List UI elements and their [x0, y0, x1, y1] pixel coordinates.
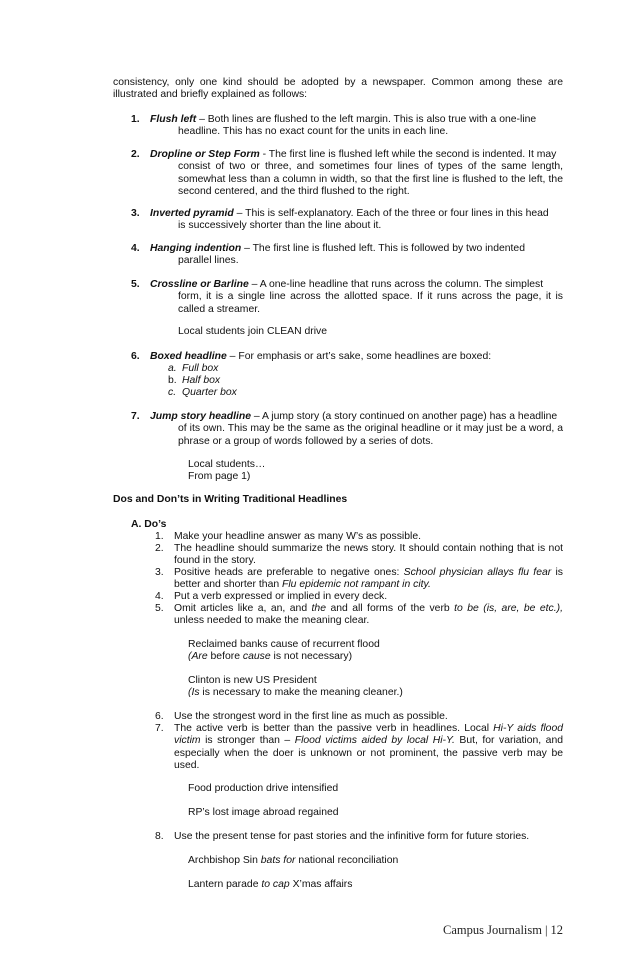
headline-type-2 — [131, 149, 563, 199]
emphasis: to be (is, are, be etc.), — [454, 603, 563, 614]
text-run: Positive heads are preferable to negative ones: — [174, 567, 404, 578]
example-headline: Hi-Y aids flood victim — [174, 723, 563, 747]
emphasis: cause — [242, 651, 271, 662]
item-continuation: is successively shorter than the line about it. — [178, 220, 382, 232]
item-text: – This is self-explanatory. Each of the three or four lines in this head — [233, 208, 549, 219]
example-rp: RP’s lost image abroad regained — [188, 807, 339, 818]
item-text — [174, 603, 563, 628]
jump-example-line-2: From page 1) — [188, 471, 251, 482]
dos-item-5 — [155, 603, 563, 628]
text-run: national reconciliation — [295, 855, 399, 866]
example-lantern — [188, 879, 352, 891]
term-flush-left: Flush left — [150, 114, 197, 125]
item-number: 5. — [131, 279, 140, 290]
item-text: – Both lines are flushed to the left margin. This is also true with a one-line — [196, 114, 537, 125]
item-number: 1. — [155, 531, 164, 542]
text-run: X’mas affairs — [289, 879, 353, 890]
headline-type-5 — [131, 279, 563, 316]
footer-title: Campus Journalism — [443, 923, 542, 937]
text-run: Lantern parade — [188, 879, 262, 890]
dos-item-6 — [155, 711, 563, 723]
dos-item-3 — [155, 567, 563, 592]
item-number: 4. — [131, 243, 140, 254]
dos-item-1 — [155, 531, 563, 543]
term-hanging-indention: Hanging indention — [150, 243, 242, 254]
example-food: Food production drive intensified — [188, 783, 339, 794]
item-text: - The first line is flushed left while the second is indented. It may — [259, 149, 557, 160]
dos-item-4 — [155, 591, 563, 603]
sub-label: Full box — [182, 363, 219, 374]
crossline-example: Local students join CLEAN drive — [178, 326, 328, 337]
footer-separator: | — [544, 923, 548, 937]
boxed-type-a — [168, 363, 218, 375]
term-crossline: Crossline or Barline — [150, 279, 249, 290]
item-text: Put a verb expressed or implied in every deck. — [174, 591, 388, 602]
item-text: Make your headline answer as many W’s as possible. — [174, 531, 421, 542]
example-clinton: Clinton is new US President — [188, 675, 317, 686]
text-run: The active verb is better than the passive verb in headlines. Local — [174, 723, 494, 734]
sub-label: Quarter box — [182, 387, 237, 398]
text-run: before — [207, 651, 243, 662]
item-number: 3. — [155, 567, 164, 578]
example-archbishop — [188, 855, 398, 867]
term-inverted-pyramid: Inverted pyramid — [150, 208, 234, 219]
item-number: 2. — [155, 543, 164, 554]
item-text: Use the present tense for past stories and the infinitive form for future stories. — [174, 831, 530, 842]
item-text — [174, 723, 563, 773]
sub-label: Half box — [182, 375, 221, 386]
page-number: 12 — [550, 923, 563, 937]
dos-item-8 — [155, 831, 563, 843]
intro-paragraph: consistency, only one kind should be adopted by a newspaper. Common among these are illustrated and briefly explained as follows: — [113, 77, 563, 101]
emphasis: (Is — [188, 687, 200, 698]
term-jump-story: Jump story headline — [150, 411, 252, 422]
item-number: 4. — [155, 591, 164, 602]
term-dropline: Dropline or Step Form — [150, 149, 260, 160]
page-footer — [443, 924, 563, 936]
text-run: But, for variation, and especially when the doer is unknown or not prominent, the passive verb may be used. — [174, 735, 564, 772]
example-headline: School physician allays flu fear — [403, 567, 552, 578]
emphasis: bats for — [260, 855, 296, 866]
item-text: – A jump story (a story continued on another page) has a headline — [251, 411, 558, 422]
headline-type-6 — [131, 351, 563, 363]
item-continuation: parallel lines. — [178, 255, 239, 267]
text-run: Archbishop Sin — [188, 855, 261, 866]
text-run: is necessary to make the meaning cleaner.) — [199, 687, 403, 698]
headline-type-1 — [131, 114, 563, 139]
item-text: – A one-line headline that runs across the column. The simplest — [248, 279, 544, 290]
emphasis: the — [311, 603, 326, 614]
item-continuation: consist of two or three, and sometimes four lines of types of the same length, somewhat less than a column in width, so that the first line is flushed to the left, the second centered, and the third flushed to the right. — [178, 161, 563, 198]
sub-letter: b. — [168, 375, 177, 386]
item-text: – The first line is flushed left. This is followed by two indented — [241, 243, 525, 254]
sub-letter: a. — [168, 363, 177, 374]
sub-letter: c. — [168, 387, 177, 398]
dos-item-7 — [155, 723, 563, 773]
term-boxed-headline: Boxed headline — [150, 351, 227, 362]
example-reclaimed: Reclaimed banks cause of recurrent flood — [188, 639, 380, 650]
item-number: 2. — [131, 149, 140, 160]
item-number: 3. — [131, 208, 140, 219]
example-is-note — [188, 687, 403, 699]
item-number: 5. — [155, 603, 164, 614]
section-title: Dos and Don’ts in Writing Traditional Headlines — [113, 494, 348, 505]
text-run: Omit articles like a, an, and — [174, 603, 312, 614]
headline-type-4 — [131, 243, 563, 268]
text-run: is better and shorter than — [174, 567, 563, 591]
boxed-type-c — [168, 387, 237, 399]
text-run: and all forms of the verb — [326, 603, 455, 614]
item-text: – For emphasis or art’s sake, some headlines are boxed: — [226, 351, 492, 362]
example-headline: Flood victims aided by local Hi-Y. — [294, 735, 455, 747]
item-number: 8. — [155, 831, 164, 842]
item-number: 1. — [131, 114, 140, 125]
item-text: Use the strongest word in the first line as much as possible. — [174, 711, 448, 722]
item-number: 7. — [155, 723, 164, 734]
headline-type-3 — [131, 208, 563, 233]
item-text: The headline should summarize the news story. It should contain nothing that is not found in the story. — [174, 543, 563, 567]
example-are-note — [188, 651, 352, 663]
item-number: 6. — [131, 351, 140, 362]
text-run: unless needed to make the meaning clear. — [174, 615, 370, 627]
boxed-type-b — [168, 375, 220, 387]
item-number: 6. — [155, 711, 164, 722]
jump-example-line-1: Local students… — [188, 459, 266, 470]
item-text — [174, 567, 563, 592]
text-run: is stronger than – — [200, 735, 295, 747]
emphasis: (Are — [188, 651, 208, 662]
dos-item-2 — [155, 543, 563, 568]
example-headline: Flu epidemic not rampant in city. — [282, 579, 431, 591]
item-number: 7. — [131, 411, 140, 422]
item-continuation: of its own. This may be the same as the original headline or it may just be a word, a phrase or a group of words followed by a series of dots. — [178, 423, 563, 447]
dos-heading: A. Do’s — [131, 519, 167, 530]
emphasis: to cap — [261, 879, 290, 890]
text-run: is not necessary) — [270, 651, 353, 662]
headline-type-7 — [131, 411, 563, 448]
item-continuation: headline. This has no exact count for the units in each line. — [178, 126, 449, 138]
item-continuation: form, it is a single line across the allotted space. If it runs across the page, it is called a streamer. — [178, 291, 563, 315]
